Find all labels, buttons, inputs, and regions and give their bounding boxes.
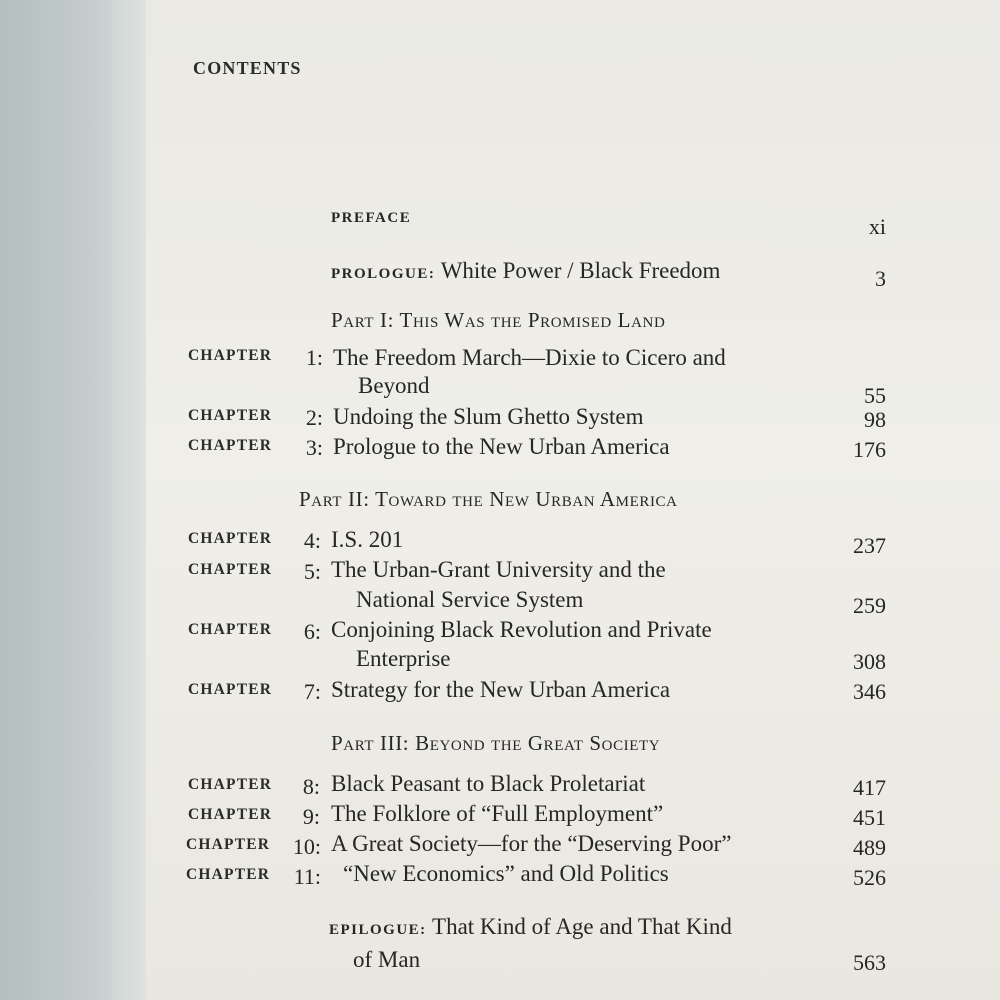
- epilogue-title: That Kind of Age and That Kind: [432, 914, 732, 939]
- chapter-11-number: 11:: [293, 864, 321, 889]
- chapter-5-number: 5:: [303, 559, 321, 584]
- chapter-9-title: The Folklore of “Full Employment”: [331, 801, 664, 826]
- chapter-10-number: 10:: [292, 834, 321, 859]
- chapter-1-number: 1:: [305, 345, 323, 370]
- chapter-9-number: 9:: [302, 804, 320, 829]
- chapter-3-title: Prologue to the New Urban America: [333, 434, 670, 459]
- chapter-8-title: Black Peasant to Black Proletariat: [331, 771, 646, 796]
- chapter-10-title: A Great Society—for the “Deserving Poor”: [331, 831, 732, 856]
- chapter-2-page: 98: [864, 407, 886, 432]
- adjacent-page-edge: [0, 0, 112, 1000]
- prologue-entry: [331, 258, 720, 284]
- epilogue-entry: [329, 914, 732, 940]
- chapter-2-title: Undoing the Slum Ghetto System: [333, 404, 644, 429]
- chapter-6-page: 308: [853, 649, 886, 674]
- chapter-9-page: 451: [853, 805, 886, 830]
- prologue-title: White Power / Black Freedom: [440, 258, 721, 283]
- chapter-7-label: CHAPTER: [188, 681, 273, 698]
- part-1-heading: Part I: This Was the Promised Land: [331, 308, 666, 332]
- epilogue-label: EPILOGUE:: [329, 922, 427, 938]
- chapter-6-label: CHAPTER: [188, 621, 273, 638]
- contents-heading: CONTENTS: [193, 58, 302, 78]
- chapter-6-number: 6:: [303, 619, 321, 644]
- preface-page: xi: [868, 214, 886, 239]
- part-3-heading: Part III: Beyond the Great Society: [331, 731, 661, 755]
- chapter-10-label: CHAPTER: [186, 836, 271, 853]
- chapter-6-title-cont: Enterprise: [356, 646, 451, 671]
- preface-label: PREFACE: [331, 210, 412, 226]
- chapter-5-page: 259: [853, 593, 886, 618]
- page-gutter: [112, 0, 146, 1000]
- chapter-1-label: CHAPTER: [188, 347, 273, 364]
- chapter-10-page: 489: [853, 835, 886, 860]
- chapter-5-title: The Urban-Grant University and the: [331, 557, 666, 582]
- prologue-label: PROLOGUE:: [331, 266, 436, 282]
- chapter-8-page: 417: [853, 775, 886, 800]
- chapter-11-label: CHAPTER: [186, 866, 271, 883]
- chapter-8-label: CHAPTER: [188, 776, 273, 793]
- chapter-3-page: 176: [853, 437, 886, 462]
- chapter-5-label: CHAPTER: [188, 561, 273, 578]
- chapter-3-label: CHAPTER: [188, 437, 273, 454]
- chapter-4-title: I.S. 201: [331, 527, 404, 552]
- chapter-2-label: CHAPTER: [188, 407, 273, 424]
- chapter-4-number: 4:: [303, 528, 321, 553]
- part-2-heading: Part II: Toward the New Urban America: [299, 487, 678, 511]
- chapter-2-number: 2:: [305, 405, 323, 430]
- chapter-7-title: Strategy for the New Urban America: [331, 677, 671, 702]
- chapter-9-label: CHAPTER: [188, 806, 273, 823]
- chapter-7-number: 7:: [303, 679, 321, 704]
- chapter-4-label: CHAPTER: [188, 530, 273, 547]
- chapter-1-page: 55: [864, 383, 886, 408]
- epilogue-title-cont: of Man: [353, 947, 421, 972]
- chapter-7-page: 346: [853, 679, 886, 704]
- chapter-4-page: 237: [853, 533, 886, 558]
- chapter-11-title: “New Economics” and Old Politics: [343, 861, 669, 886]
- chapter-1-title: The Freedom March—Dixie to Cicero and: [333, 345, 726, 370]
- epilogue-page: 563: [853, 950, 886, 975]
- chapter-11-page: 526: [853, 865, 886, 890]
- chapter-8-number: 8:: [302, 774, 320, 799]
- chapter-1-title-cont: Beyond: [358, 373, 430, 398]
- chapter-5-title-cont: National Service System: [356, 587, 584, 612]
- chapter-6-title: Conjoining Black Revolution and Private: [331, 617, 712, 642]
- prologue-page: 3: [875, 266, 886, 291]
- chapter-3-number: 3:: [305, 435, 323, 460]
